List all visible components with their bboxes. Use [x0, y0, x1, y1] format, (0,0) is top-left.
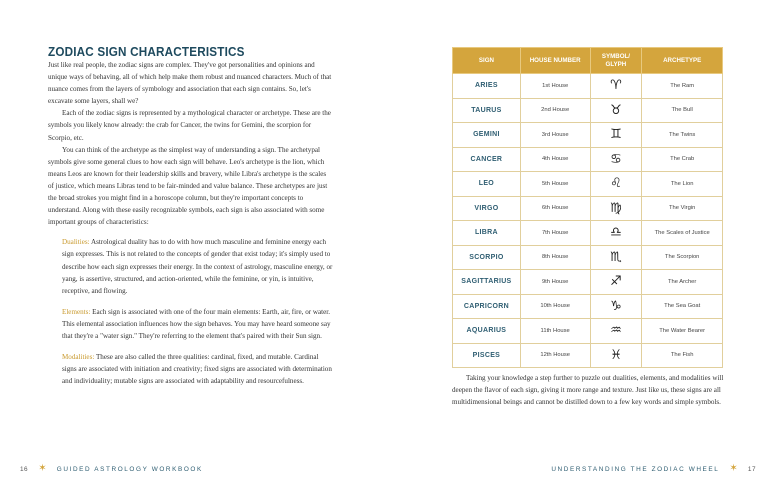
table-row — [453, 343, 723, 368]
definition-text: Each sign is associated with one of the four main elements: Earth, air, fire, or water. This elemental association influences how the sign behaves. You may have heard someone say that they're a "water sign." They're referring to the element that's paired with their Sun sign. — [62, 307, 331, 340]
archetype-paragraph: Each of the zodiac signs is represented by a mythological character or archetype. These are the symbols you likely know already: the crab for Cancer, the twins for Gemini, the scorpion for Scorpio, etc. — [48, 109, 331, 142]
definition-dualities — [62, 236, 333, 296]
right-page-text — [452, 373, 727, 408]
cell-archetype: The Fish — [642, 343, 723, 368]
cell-house: 10th House — [520, 294, 590, 319]
cell-house: 7th House — [520, 221, 590, 246]
cell-sign: TAURUS — [453, 98, 521, 123]
table-row — [453, 319, 723, 344]
cell-house: 8th House — [520, 245, 590, 270]
cell-sign: CANCER — [453, 147, 521, 172]
cell-archetype: The Sea Goat — [642, 294, 723, 319]
cell-sign: AQUARIUS — [453, 319, 521, 344]
cell-sign: GEMINI — [453, 123, 521, 148]
table-row — [453, 245, 723, 270]
cell-house: 2nd House — [520, 98, 590, 123]
header-sign: SIGN — [453, 48, 521, 74]
cancer-glyph-icon: ♋︎ — [590, 147, 642, 172]
header-house-number: HOUSE NUMBER — [520, 48, 590, 74]
gemini-glyph-icon: ♊︎ — [590, 123, 642, 148]
table-row — [453, 270, 723, 295]
cell-house: 12th House — [520, 343, 590, 368]
term-elements: Elements: — [62, 307, 91, 316]
cell-house: 9th House — [520, 270, 590, 295]
star-icon: ✶ — [38, 463, 47, 474]
page-number-right: 17 — [747, 466, 756, 473]
cell-house: 1st House — [520, 74, 590, 99]
table-row — [453, 294, 723, 319]
left-page — [48, 44, 333, 396]
footer-left — [20, 463, 203, 474]
book-title: GUIDED ASTROLOGY WORKBOOK — [56, 466, 203, 473]
table-row — [453, 196, 723, 221]
cell-archetype: The Lion — [642, 172, 723, 197]
zodiac-table — [452, 47, 723, 368]
archetype-detail-paragraph: You can think of the archetype as the simplest way of understanding a sign. The archetypal symbols give some general clues to how each sign will behave. Leo's archetype is the lion, which means Leos are known for their leadership skills and bravery, while Libra's archetype is the scales of justice, which means Libras tend to be fair-minded and value balance. These archetypes are just the broad strokes you might find in a horoscope column, but they're important concepts to understand. Along with these easily recognizable symbols, each sign is also associated with some important groups of characteristics: — [48, 145, 328, 227]
page-heading: ZODIAC SIGN CHARACTERISTICS — [48, 44, 245, 59]
intro-paragraph: Just like real people, the zodiac signs are complex. They've got personalities and opinions and unique ways of behaving, all of which help make them robust and nuanced characters. Much of that nuance comes from the layers of symbology and association that each sign contains. So, let's excavate some layers, shall we? — [48, 61, 332, 106]
leo-glyph-icon: ♌︎ — [590, 172, 642, 197]
table-row — [453, 98, 723, 123]
cell-archetype: The Virgin — [642, 196, 723, 221]
virgo-glyph-icon: ♍︎ — [590, 196, 642, 221]
cell-archetype: The Water Bearer — [642, 319, 723, 344]
star-icon: ✶ — [729, 463, 738, 474]
cell-house: 6th House — [520, 196, 590, 221]
cell-archetype: The Crab — [642, 147, 723, 172]
definition-modalities — [62, 351, 333, 387]
cell-archetype: The Twins — [642, 123, 723, 148]
header-archetype: ARCHETYPE — [642, 48, 723, 74]
cell-sign: CAPRICORN — [453, 294, 521, 319]
definition-text: These are also called the three qualities: cardinal, fixed, and mutable. Cardinal signs are associated with initiation and creativity; fixed signs are associated with determination and individuality; mutable signs are associated with adaptability and resourcefulness. — [62, 353, 332, 386]
aquarius-glyph-icon: ♒︎ — [590, 319, 642, 344]
cell-sign: LEO — [453, 172, 521, 197]
cell-archetype: The Scales of Justice — [642, 221, 723, 246]
cell-sign: LIBRA — [453, 221, 521, 246]
definition-elements — [62, 306, 333, 342]
cell-house: 5th House — [520, 172, 590, 197]
cell-archetype: The Scorpion — [642, 245, 723, 270]
header-symbol-glyph: SYMBOL/ GLYPH — [590, 48, 642, 74]
cell-house: 11th House — [520, 319, 590, 344]
cell-sign: ARIES — [453, 74, 521, 99]
chapter-title: UNDERSTANDING THE ZODIAC WHEEL — [551, 466, 720, 473]
cell-archetype: The Archer — [642, 270, 723, 295]
table-header-row — [453, 48, 723, 74]
pisces-glyph-icon: ♓︎ — [590, 343, 642, 368]
capricorn-glyph-icon: ♑︎ — [590, 294, 642, 319]
term-modalities: Modalities: — [62, 353, 95, 362]
cell-archetype: The Bull — [642, 98, 723, 123]
sagittarius-glyph-icon: ♐︎ — [590, 270, 642, 295]
cell-sign: SCORPIO — [453, 245, 521, 270]
cell-house: 4th House — [520, 147, 590, 172]
aries-glyph-icon: ♈︎ — [590, 74, 642, 99]
table-row — [453, 147, 723, 172]
page-number-left: 16 — [20, 466, 29, 473]
taurus-glyph-icon: ♉︎ — [590, 98, 642, 123]
term-dualities: Dualities: — [62, 238, 90, 247]
libra-glyph-icon: ♎︎ — [590, 221, 642, 246]
cell-sign: PISCES — [453, 343, 521, 368]
footer-right — [551, 463, 756, 474]
closing-paragraph: Taking your knowledge a step further to puzzle out dualities, elements, and modalities will deepen the flavor of each sign, giving it more range and texture. Just like us, these signs are all multidimensional beings and cannot be distilled down to a few key words and simple symbols. — [452, 374, 724, 406]
cell-archetype: The Ram — [642, 74, 723, 99]
definition-text: Astrological duality has to do with how much masculine and feminine energy each sign expresses. This is not related to the concepts of gender that exist today; it's simply used to describe how each sign expresses their energy. In the context of astrology, masculine energy, or yang, is assertive, structured, and action-oriented, while the feminine, or yin, is intuitive, receptive, and flowing. — [62, 238, 333, 295]
cell-house: 3rd House — [520, 123, 590, 148]
table-row — [453, 123, 723, 148]
table-row — [453, 172, 723, 197]
characteristics-list — [62, 236, 333, 387]
table-row — [453, 74, 723, 99]
table-row — [453, 221, 723, 246]
scorpio-glyph-icon: ♏︎ — [590, 245, 642, 270]
cell-sign: SAGITTARIUS — [453, 270, 521, 295]
cell-sign: VIRGO — [453, 196, 521, 221]
